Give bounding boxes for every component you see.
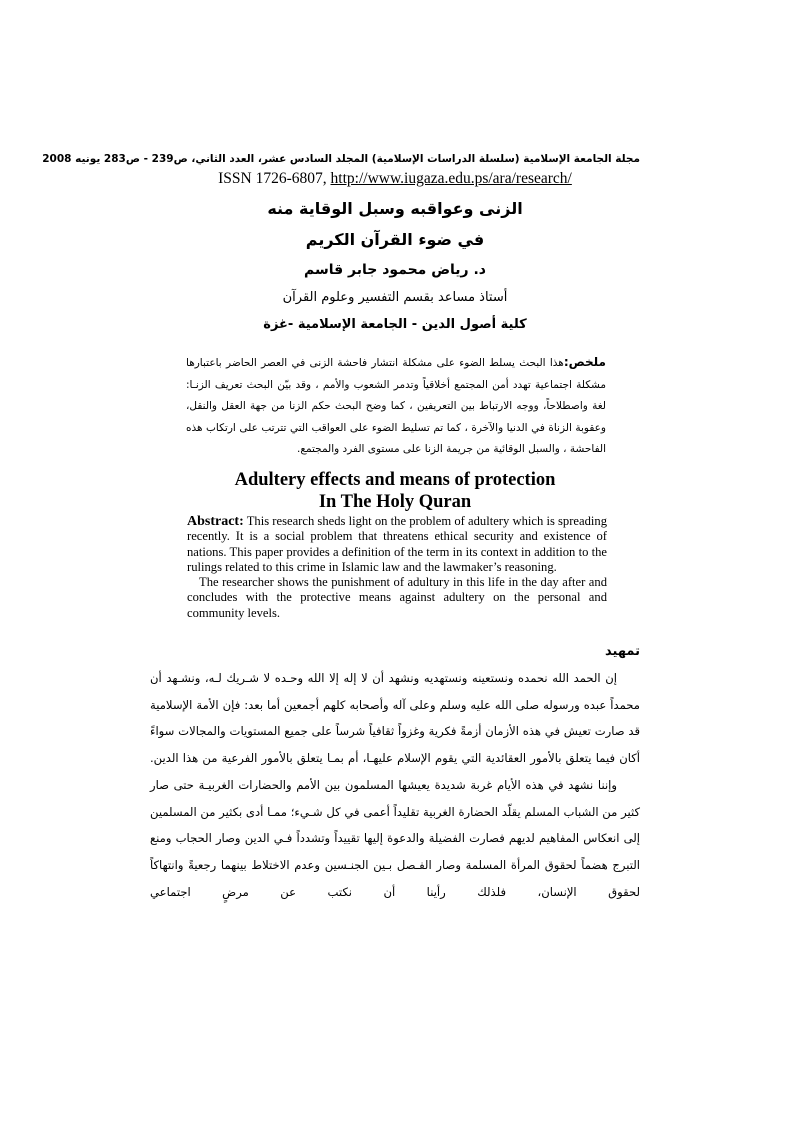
research-url-link[interactable]: http://www.iugaza.edu.ps/ara/research/ <box>330 170 572 187</box>
issn-number: ISSN 1726-6807, <box>218 170 331 187</box>
intro-body <box>150 665 640 905</box>
arabic-abstract-text: هذا البحث يسلط الضوء على مشكلة انتشار فاحشة الزنى في العصر الحاضر باعتبارها مشكلة اجتماعية تهدد أمن المجتمع أخلاقياً وتدمر الشعوب والأمم ، وقد بيّن البحث تعريف الزنـا: لغة واصطلاحاً، ووجه الارتباط بين التعريفين ، كما وضح البحث حكم الزنا من جهة العقل والنقل، وعقوبة الزناة في الدنيا والآخرة ، كما تم تسليط الضوء على العواقب التي تترتب على ارتكاب هذه الفاحشة ، والسبل الوقائية من جريمة الزنا على مستوى الفرد والمجتمع. <box>186 357 606 456</box>
author-name: د. رياض محمود جابر قاسم <box>304 262 486 278</box>
english-abstract-paragraph-2: The researcher shows the punishment of adultury in this life in the day after and concludes with the protective means against adultery on the personal and community levels. <box>187 575 607 620</box>
arabic-abstract <box>186 352 606 461</box>
author-rank: أستاذ مساعد بقسم التفسير وعلوم القرآن <box>282 290 508 305</box>
english-abstract-paragraph-1 <box>187 514 607 575</box>
issn-line <box>150 170 640 188</box>
intro-paragraph-1: إن الحمد الله نحمده ونستعينه ونستهديه ونشهد أن لا إله إلا الله وحـده لا شـريك لـه، ونشـهد أن محمداً عبده ورسوله صلى الله عليه وسلم وعلى آله وأصحابه كلهم أجمعين أما بعد: فإن الأمة الإسلامية قد صارت تعيش في هذه الأزمان أزمةً فكرية وغزواً ثقافياً شرساً على جميع المستويات والمجالات سواءً أكان فيما يتعلق بالأمور العقائدية التي يقوم الإسلام عليهـا، أم بمـا يتعلق بالأمور الفرعية من هذا الدين. <box>150 671 640 766</box>
arabic-title-line-2: في ضوء القرآن الكريم <box>305 230 485 249</box>
intro-heading: تمهيد <box>605 644 640 659</box>
intro-paragraph-2: وإننا نشهد في هذه الأيام غربة شديدة يعيشها المسلمون بين الأمم والحضارات الغربيـة حتى صار كثير من الشباب المسلم يقلّد الحضارة الغربية تقليداً أعمى في كل شـيء؛ ممـا أدى بكثير من المسلمين إلى انعكاس المفاهيم لديهم فصارت الفضيلة والدعوة إليها تقييداً وتشدداً فـي الدين وصار الحجاب ومنع التبرج هضماً لحقوق المرأة المسلمة وصار الفـصل بـين الجنـسين وعدم الاختلاط بينهما رجعيةً وانتهاكاً لحقوق الإنسان، فلذلك رأينا أن نكتب عن مرضٍ اجتماعي <box>150 777 640 899</box>
english-abstract-label: Abstract: <box>187 514 244 529</box>
english-abstract <box>187 514 607 621</box>
arabic-abstract-label: ملخص: <box>563 355 606 369</box>
english-title-line-2: In The Holy Quran <box>318 492 472 512</box>
journal-citation: مجلة الجامعة الإسلامية (سلسلة الدراسات الإسلامية) المجلد السادس عشر، العدد الثاني، ص239 - ص283 يونيه 2008 <box>42 153 640 165</box>
arabic-title-line-1: الزنى وعواقبه وسبل الوقاية منه <box>267 199 523 218</box>
english-abstract-text-1: This research sheds light on the problem of adultery which is spreading recently. It is a social problem that threatens ethical security and existence of nations. This paper provides a definition of the term in its context in addition to the rulings related to this crime in Islamic law and the lawmaker’s reasoning. <box>187 514 607 574</box>
english-title-line-1: Adultery effects and means of protection <box>234 470 556 490</box>
author-college: كلية أصول الدين - الجامعة الإسلامية -غزة <box>263 317 527 332</box>
